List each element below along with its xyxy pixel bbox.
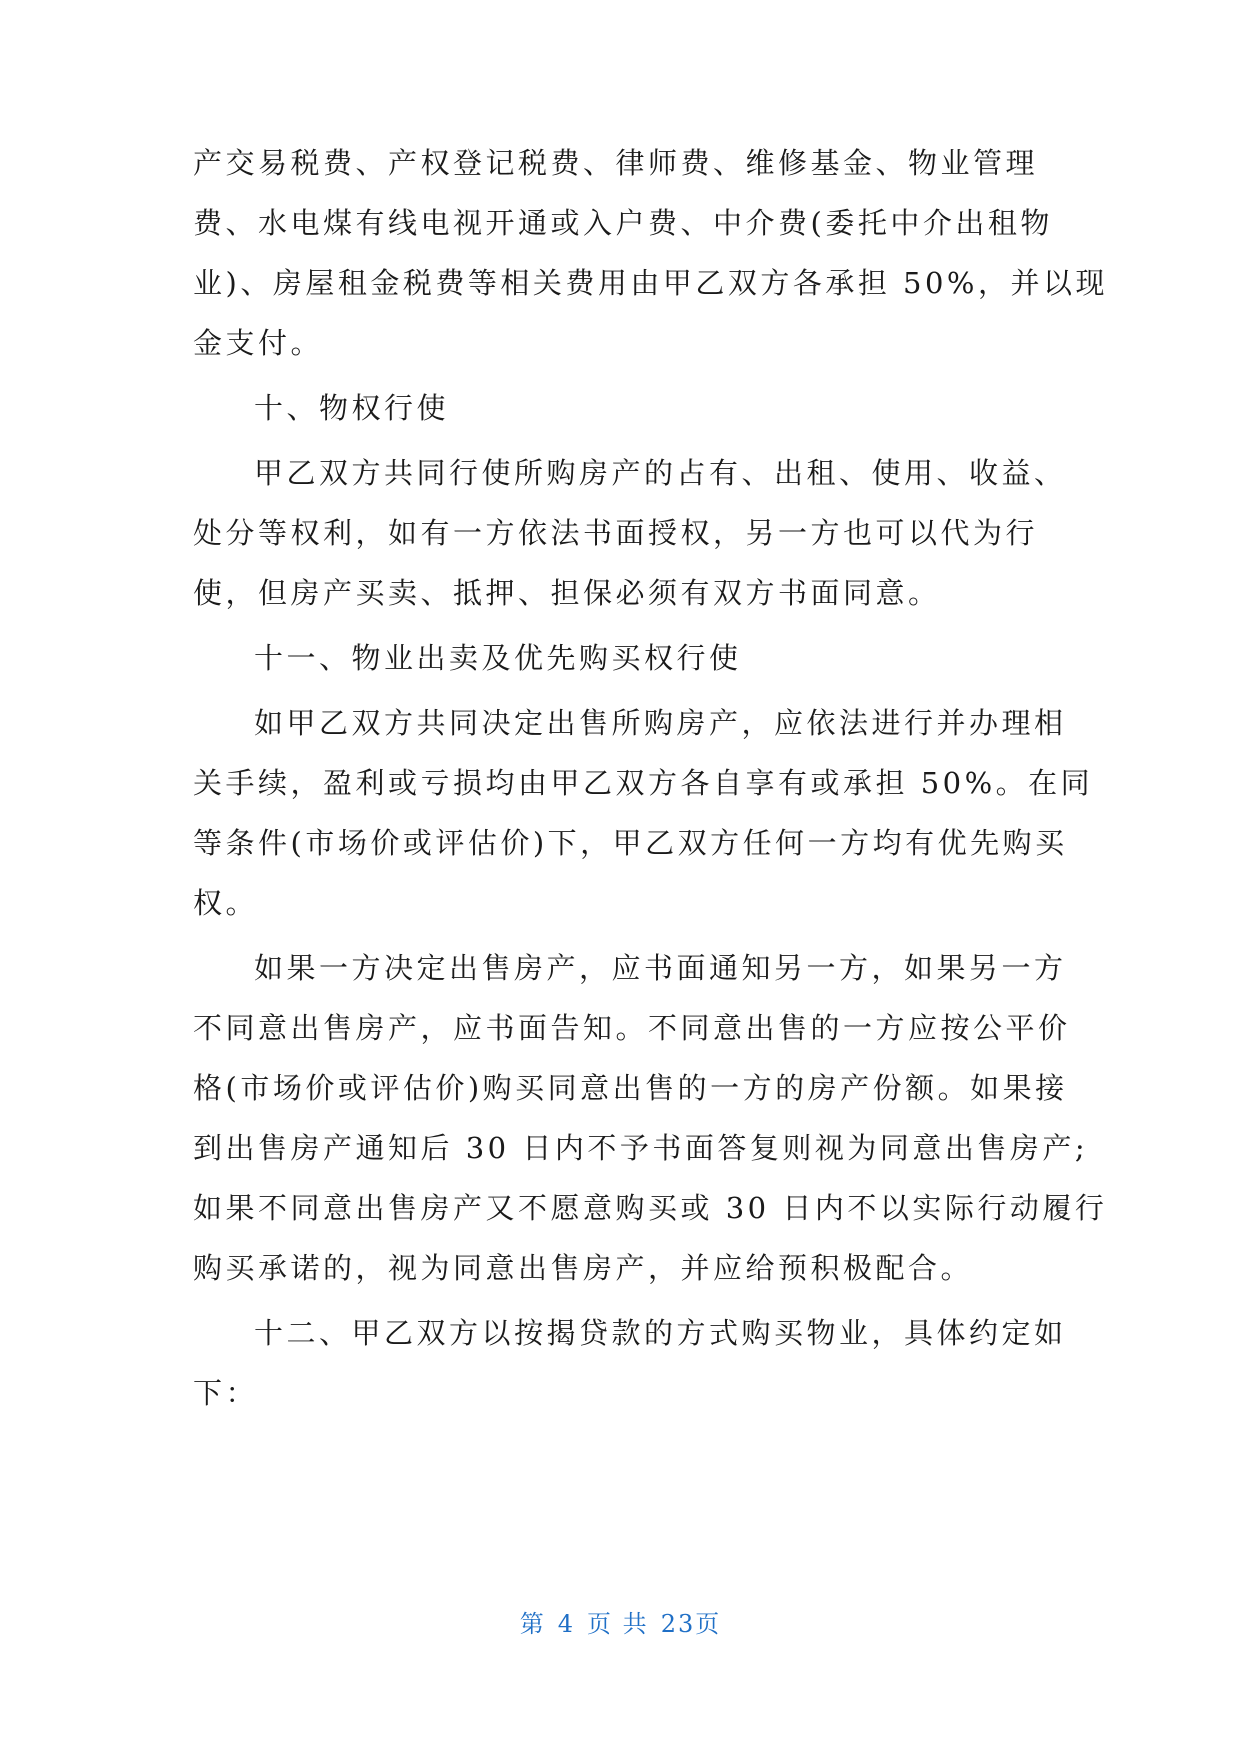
body-line: 费、水电煤有线电视开通或入户费、中介费(委托中介出租物	[193, 206, 1053, 240]
section-heading-12: 十二、甲乙双方以按揭贷款的方式购买物业，具体约定如	[254, 1316, 1067, 1350]
body-line: 权。	[193, 886, 259, 920]
body-line: 产交易税费、产权登记税费、律师费、维修基金、物业管理	[193, 146, 1039, 180]
footer-suffix: 页	[695, 1610, 722, 1638]
body-line: 下：	[193, 1376, 259, 1410]
footer-total-pages: 23	[660, 1610, 696, 1638]
footer-current-page: 4	[557, 1610, 576, 1638]
body-line: 购买承诺的，视为同意出售房产，并应给预积极配合。	[193, 1251, 974, 1285]
section-heading-11: 十一、物业出卖及优先购买权行使	[254, 641, 742, 675]
footer-prefix: 第	[519, 1610, 546, 1638]
section-heading-10: 十、物权行使	[254, 391, 450, 425]
page-footer	[0, 1604, 1241, 1644]
body-line: 使，但房产买卖、抵押、担保必须有双方书面同意。	[193, 576, 941, 610]
body-line: 到出售房产通知后 30 日内不予书面答复则视为同意出售房产;	[193, 1131, 1089, 1165]
body-line: 如甲乙双方共同决定出售所购房产，应依法进行并办理相	[254, 706, 1067, 740]
footer-mid: 页 共	[587, 1610, 649, 1638]
body-line: 处分等权利，如有一方依法书面授权，另一方也可以代为行	[193, 516, 1039, 550]
body-line: 格(市场价或评估价)购买同意出售的一方的房产份额。如果接	[193, 1071, 1068, 1105]
body-line: 关手续，盈利或亏损均由甲乙双方各自享有或承担 50%。在同	[193, 766, 1094, 800]
body-line: 金支付。	[193, 326, 324, 360]
body-line: 业)、房屋租金税费等相关费用由甲乙双方各承担 50%，并以现	[193, 266, 1108, 300]
body-line: 如果不同意出售房产又不愿意购买或 30 日内不以实际行动履行	[193, 1191, 1108, 1225]
body-line: 不同意出售房产，应书面告知。不同意出售的一方应按公平价	[193, 1011, 1071, 1045]
body-line: 等条件(市场价或评估价)下，甲乙双方任何一方均有优先购买	[193, 826, 1068, 860]
body-line: 如果一方决定出售房产，应书面通知另一方，如果另一方	[254, 951, 1067, 985]
body-line: 甲乙双方共同行使所购房产的占有、出租、使用、收益、	[254, 456, 1067, 490]
